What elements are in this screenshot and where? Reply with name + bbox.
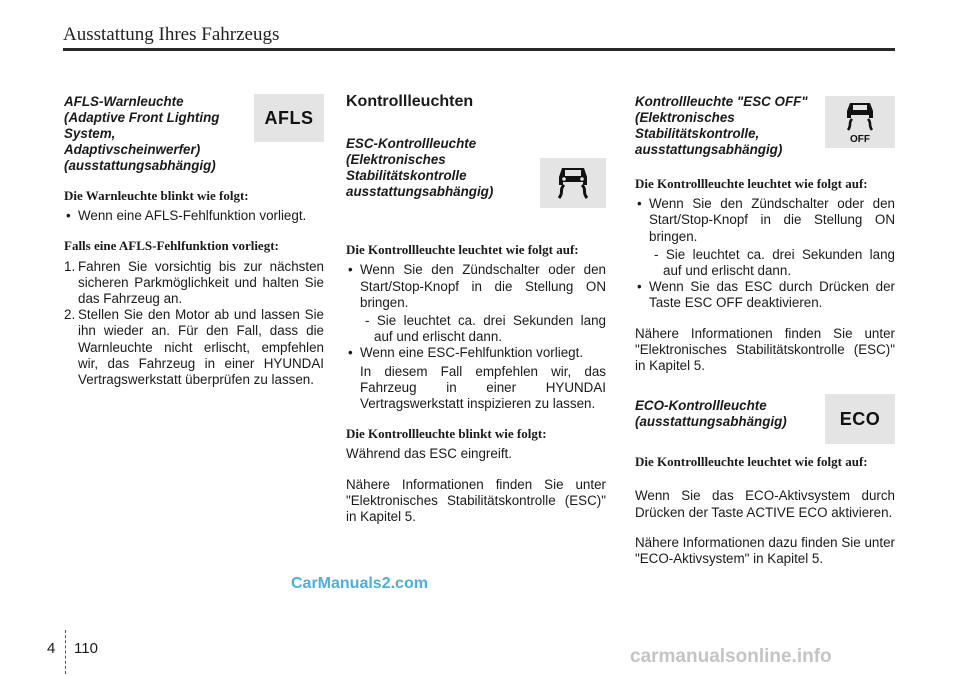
section-number: 4 bbox=[47, 640, 56, 657]
esc-bullet-2: • Wenn eine ESC-Fehlfunktion vorliegt. bbox=[346, 345, 606, 361]
afls-blink-heading: Die Warnleuchte blinkt wie folgt: bbox=[64, 188, 249, 203]
kontrollleuchten-heading: Kontrollleuchten bbox=[346, 93, 474, 110]
esc-off-section-header bbox=[635, 94, 895, 158]
column-esc-off-eco bbox=[635, 94, 895, 567]
page-header-title: Ausstattung Ihres Fahrzeugs bbox=[63, 24, 280, 45]
afls-icon-label: AFLS bbox=[264, 107, 314, 128]
esc-more-info: Nähere Informationen finden Sie unter "Elektronisches Stabilitätskontrolle (ESC)" in Kapitel 5. bbox=[346, 476, 606, 525]
esc-off-bullet-1: • Wenn Sie den Zündschalter oder den Start/Stop-Knopf in die Stellung ON bringen. bbox=[635, 196, 895, 245]
afls-fault-heading: Falls eine AFLS-Fehlfunktion vorliegt: bbox=[64, 238, 279, 254]
carmanualsonline-watermark: carmanualsonline.info bbox=[630, 646, 832, 667]
esc-sub-1: - Sie leuchtet ca. drei Sekunden lang auf und erlischt dann. bbox=[365, 313, 606, 345]
carmanuals2-watermark: CarManuals2.com bbox=[291, 575, 428, 592]
esc-off-svg bbox=[838, 100, 882, 144]
eco-indicator-icon bbox=[825, 394, 895, 444]
esc-bullet-2-note: In diesem Fall empfehlen wir, das Fahrzeug in einer HYUNDAI Vertragswerkstatt inspizieren zu lassen. bbox=[360, 363, 606, 412]
afls-title: AFLS-Warnleuchte (Adaptive Front Lighting System, Adaptivscheinwerfer) (ausstattungsabhängig) bbox=[64, 94, 220, 173]
eco-text-1: Wenn Sie das ECO-Aktivsystem durch Drücken der Taste ACTIVE ECO aktivieren. bbox=[635, 488, 895, 520]
eco-on-heading: Die Kontrollleuchte leuchtet wie folgt auf: bbox=[635, 454, 868, 470]
esc-blink-text: Während das ESC eingreift. bbox=[346, 446, 512, 462]
afls-section-header bbox=[64, 94, 324, 174]
esc-off-title: Kontrollleuchte "ESC OFF" (Elektronisches Stabilitätskontrolle, ausstattungsabhängig) bbox=[635, 94, 808, 157]
column-esc bbox=[346, 94, 606, 525]
afls-step-1: 1. Fahren Sie vorsichtig bis zur nächsten sicheren Parkmöglichkeit und halten Sie das Fahrzeug an. bbox=[64, 258, 324, 307]
header-rule bbox=[63, 48, 895, 51]
esc-off-bullet-2: • Wenn Sie das ESC durch Drücken der Taste ESC OFF deaktivieren. bbox=[635, 279, 895, 311]
eco-title: ECO-Kontrollleuchte (ausstattungsabhängig) bbox=[635, 398, 787, 430]
esc-off-on-heading: Die Kontrollleuchte leuchtet wie folgt auf: bbox=[635, 176, 868, 191]
esc-off-icon-label: OFF bbox=[850, 134, 870, 144]
esc-skid-car-icon bbox=[540, 158, 606, 208]
eco-section-header bbox=[635, 398, 895, 448]
page-number: 110 bbox=[74, 640, 98, 657]
esc-off-icon bbox=[825, 96, 895, 148]
page-number-divider bbox=[65, 630, 66, 674]
esc-off-sub-1: - Sie leuchtet ca. drei Sekunden lang auf und erlischt dann. bbox=[654, 246, 895, 279]
column-afls bbox=[64, 94, 324, 388]
esc-bullet-1: • Wenn Sie den Zündschalter oder den Start/Stop-Knopf in die Stellung ON bringen. bbox=[346, 262, 606, 311]
eco-icon-label: ECO bbox=[839, 409, 881, 430]
eco-text-2: Nähere Informationen dazu finden Sie unter "ECO-Aktivsystem" in Kapitel 5. bbox=[635, 534, 895, 567]
afls-blink-bullet: • Wenn eine AFLS-Fehlfunktion vorliegt. bbox=[64, 208, 324, 224]
esc-on-heading: Die Kontrollleuchte leuchtet wie folgt auf: bbox=[346, 242, 579, 258]
esc-title: ESC-Kontrollleuchte (Elektronisches Stabilitätskontrolle ausstattungsabhängig) bbox=[346, 136, 494, 200]
esc-section-header bbox=[346, 136, 606, 202]
esc-skid-car-svg bbox=[553, 164, 593, 202]
esc-off-more-info: Nähere Informationen finden Sie unter "Elektronisches Stabilitätskontrolle (ESC)" in Kapitel 5. bbox=[635, 325, 895, 374]
afls-step-2: 2. Stellen Sie den Motor ab und lassen Sie ihn wieder an. Für den Fall, dass die Warnleuchte nicht erlischt, empfehlen wir, das Fahrzeug in einer HYUNDAI Vertragswerkstatt überprüfen zu lassen. bbox=[64, 307, 324, 388]
afls-indicator-icon bbox=[254, 94, 324, 142]
afls-steps bbox=[64, 259, 324, 389]
esc-blink-heading: Die Kontrollleuchte blinkt wie folgt: bbox=[346, 426, 547, 442]
